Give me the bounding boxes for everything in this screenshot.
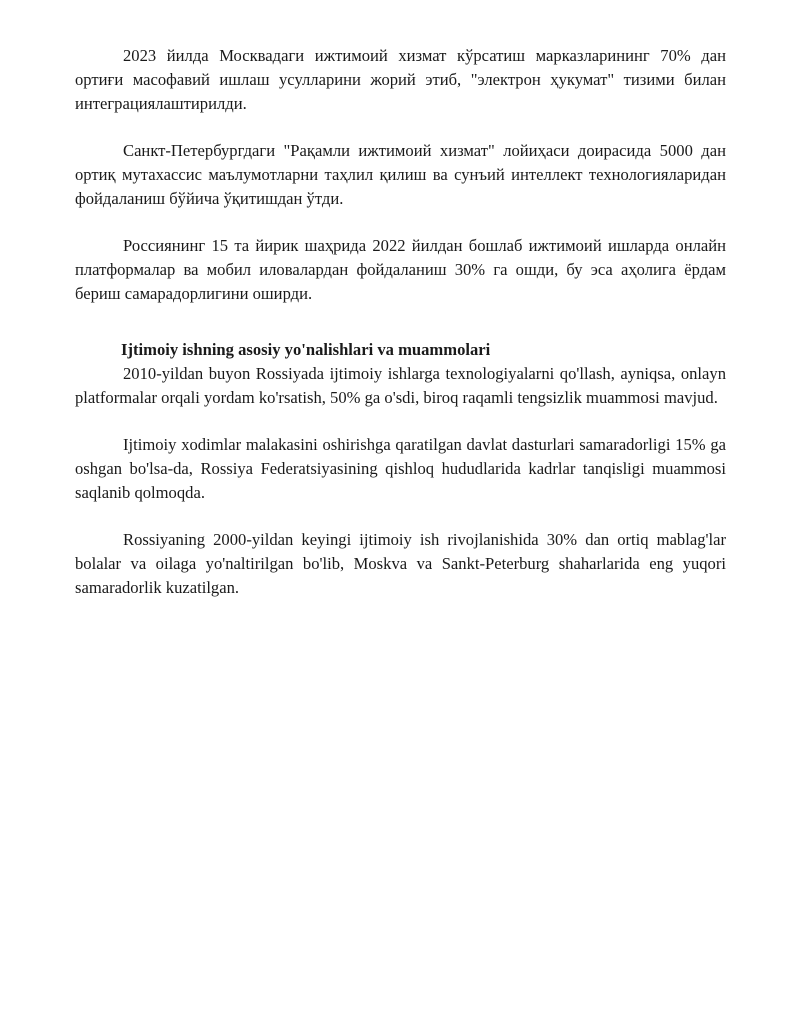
paragraph-spacer (75, 211, 726, 234)
section-heading: Ijtimoiy ishning asosiy yo'nalishlari va muammolari (121, 340, 491, 359)
paragraph-funding-families: Rossiyaning 2000-yildan keyingi ijtimoiy ish rivojlanishida 30% dan ortiq mablag'lar bolalar va oilaga yo'naltirilgan bo'lib, Moskva va Sankt-Peterburg shaharlarida eng yuqori samaradorlik kuzatilgan. (75, 530, 726, 597)
paragraph-spacer (75, 116, 726, 139)
paragraph-technology-growth: 2010-yildan buyon Rossiyada ijtimoiy ishlarga texnologiyalarni qo'llash, ayniqsa, onlayn platformalar orqali yordam ko'rsatish, 50% ga o'sdi, biroq raqamli tengsizlik muammosi mavjud. (75, 364, 726, 407)
paragraph-moscow-social-services: 2023 йилда Москвадаги ижтимоий хизмат кўрсатиш марказларининг 70% дан ортиғи масофавий ишлаш усулларини жорий этиб, "электрон ҳукумат" тизими билан интеграциялаштирилди. (75, 46, 726, 113)
paragraph-russian-cities-online: Россиянинг 15 та йирик шаҳрида 2022 йилдан бошлаб ижтимоий ишларда онлайн платформалар ва мобил иловалардан фойдаланиш 30% га ошди, бу эса аҳолига ёрдам бериш самарадорлигини оширди. (75, 236, 726, 303)
document-page (75, 44, 726, 600)
paragraph-spacer (75, 505, 726, 528)
paragraph-saint-petersburg-project: Санкт-Петербургдаги "Рақамли ижтимоий хизмат" лойиҳаси доирасида 5000 дан ортиқ мутахассис маълумотларни таҳлил қилиш ва сунъий интеллект технологияларидан фойдаланиш бўйича ўқитишдан ўтди. (75, 141, 726, 208)
paragraph-state-programs: Ijtimoiy xodimlar malakasini oshirishga qaratilgan davlat dasturlari samaradorligi 15% ga oshgan bo'lsa-da, Rossiya Federatsiyasining qishloq hududlarida kadrlar tanqisligi muammosi saqlanib qolmoqda. (75, 435, 726, 502)
paragraph-spacer (75, 410, 726, 433)
section-spacer (75, 306, 726, 338)
